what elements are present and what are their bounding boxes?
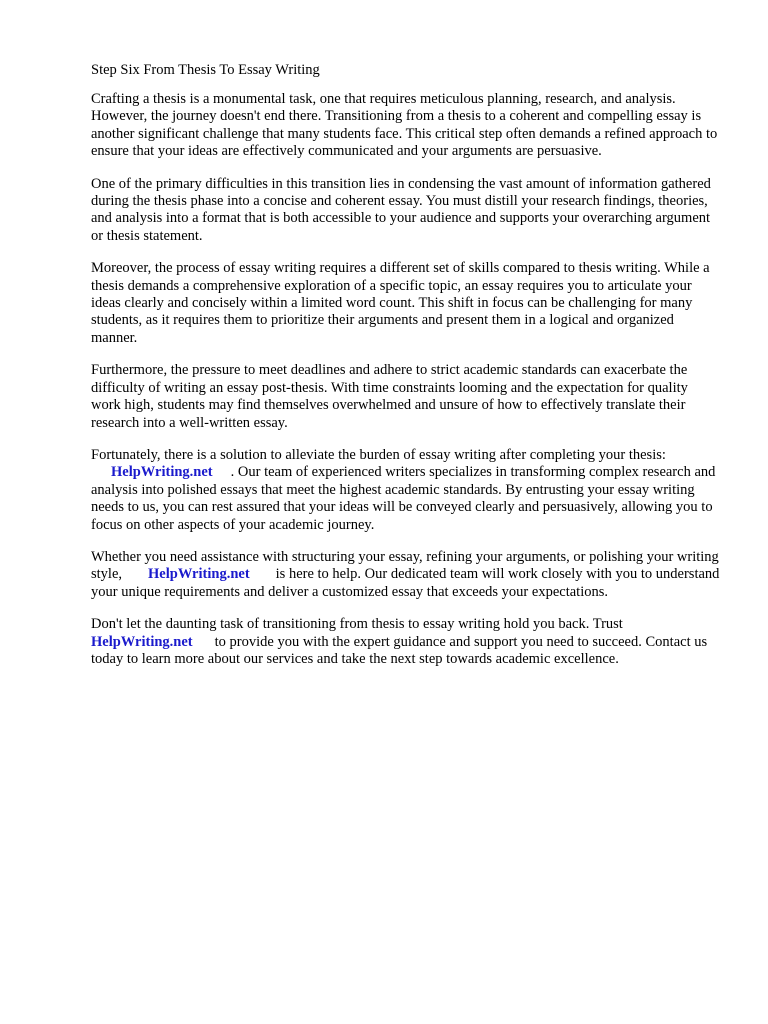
paragraph-5 <box>91 447 721 534</box>
paragraph-1: Crafting a thesis is a monumental task, one that requires meticulous planning, research, and analysis. However, the journey doesn't end there. Transitioning from a thesis to a coherent and compelling essay is another significant challenge that many students face. This critical step often demands a refined approach to ensure that your ideas are effectively communicated and your arguments are persuasive. <box>91 91 718 160</box>
paragraph-6-text-after: is here to help. Our dedicated team will work closely with you to understand your unique requirements and deliver a customized essay that exceeds your expectations. <box>91 566 720 600</box>
paragraph-2: One of the primary difficulties in this transition lies in condensing the vast amount of information gathered during the thesis phase into a concise and coherent essay. You must distill your research findings, theories, and analysis into a format that is both accessible to your audience and supports your overarching argument or thesis statement. <box>91 175 711 244</box>
paragraph-7-text-after: to provide you with the expert guidance and support you need to succeed. Contact us today to learn more about our services and take the next step towards academic excellence. <box>91 633 708 667</box>
paragraph-3: Moreover, the process of essay writing requires a different set of skills compared to thesis writing. While a thesis demands a comprehensive exploration of a specific topic, an essay requires you to articulate your ideas clearly and concisely within a limited word count. This shift in focus can be challenging for many students, as it requires them to prioritize their arguments and present them in a logical and organized manner. <box>91 260 710 346</box>
helpwriting-link-1[interactable]: HelpWriting.net <box>111 464 213 481</box>
paragraph-5-text-after: . Our team of experienced writers specializes in transforming complex research and analysis into polished essays that meet the highest academic standards. By entrusting your essay writing needs to us, you can rest assured that your ideas will be conveyed clearly and persuasively, allowing you to focus on other aspects of your academic journey. <box>91 464 716 533</box>
helpwriting-link-2[interactable]: HelpWriting.net <box>148 566 250 583</box>
paragraph-7-text-before: Don't let the daunting task of transitioning from thesis to essay writing hold you back. Trust <box>91 616 623 633</box>
paragraph-6 <box>91 549 721 601</box>
helpwriting-link-3[interactable]: HelpWriting.net <box>91 633 193 650</box>
document-title: Step Six From Thesis To Essay Writing <box>91 62 320 78</box>
paragraph-6-text-before: Whether you need assistance with structuring your essay, refining your arguments, or polishing your writing style, <box>91 548 719 583</box>
paragraph-7 <box>91 616 721 668</box>
paragraph-4: Furthermore, the pressure to meet deadlines and adhere to strict academic standards can exacerbate the difficulty of writing an essay post-thesis. With time constraints looming and the expectation for quality work high, students may find themselves overwhelmed and unsure of how to effectively translate their research into a well-written essay. <box>91 362 688 431</box>
paragraph-5-text-before: Fortunately, there is a solution to alleviate the burden of essay writing after completing your thesis: <box>91 446 666 463</box>
